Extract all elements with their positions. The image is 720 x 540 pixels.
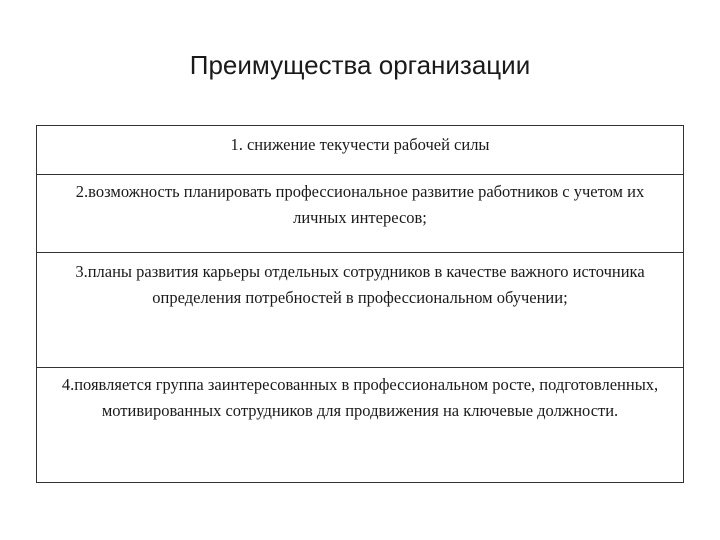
list-item-text: 1. снижение текучести рабочей силы	[230, 135, 490, 154]
list-item-text: 2.возможность планировать профессиональное развитие работников с учетом их личных интересов;	[75, 182, 645, 227]
advantages-table	[36, 125, 684, 483]
list-item	[37, 368, 683, 482]
list-item	[37, 126, 683, 175]
list-item	[37, 175, 683, 253]
list-item	[37, 253, 683, 368]
list-item-text: 4.появляется группа заинтересованных в профессиональном росте, подготовленных, мотивированных сотрудников для продвижения на ключевые должности.	[61, 375, 659, 420]
page-title: Преимущества организации	[189, 50, 531, 80]
list-item-text: 3.планы развития карьеры отдельных сотрудников в качестве важного источника определения потребностей в профессиональном обучении;	[75, 262, 645, 307]
